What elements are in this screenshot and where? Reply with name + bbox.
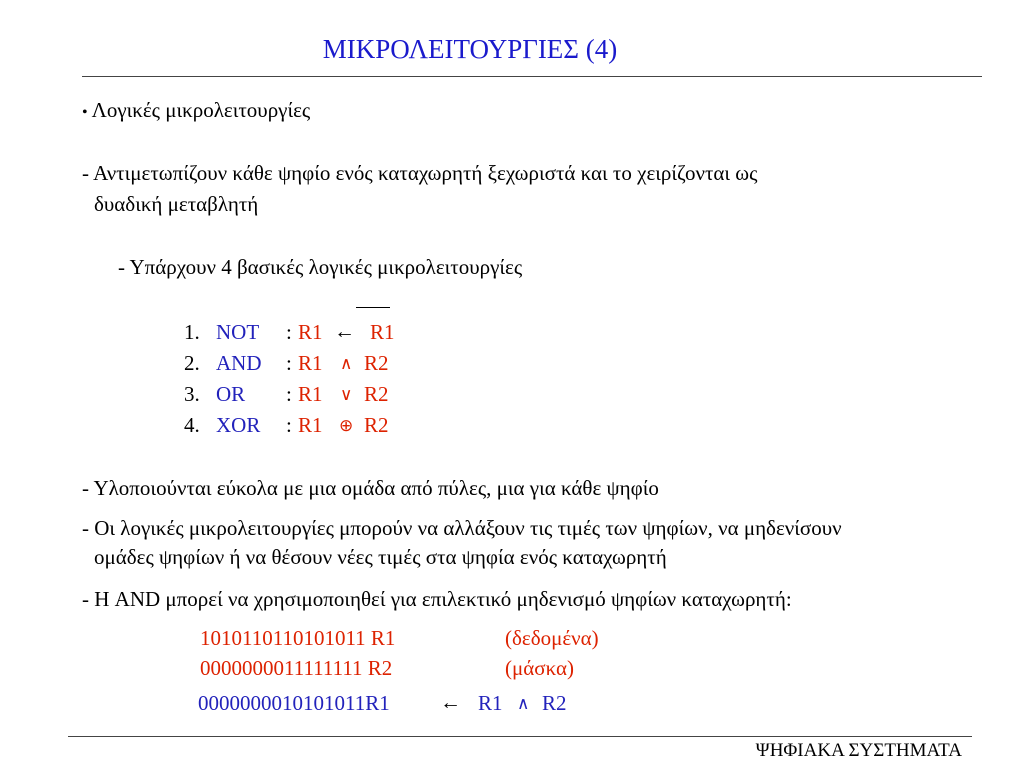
paragraph-4-line-2: ομάδες ψηφίων ή να θέσουν νέες τιμές στα ψηφία ενός καταχωρητή <box>94 545 667 569</box>
op-name: AND <box>216 351 262 375</box>
op-rhs: R2 <box>364 351 389 375</box>
page-title: ΜΙΚΡΟΛΕΙΤΟΥΡΓΙΕΣ (4) <box>322 34 618 64</box>
logical-and-icon: ∧ <box>517 694 530 714</box>
op-lhs: R1 <box>298 413 323 437</box>
mask-register-value: 0000000011111111 R2 <box>200 656 393 680</box>
op-rhs: R2 <box>364 382 389 406</box>
op-name: NOT <box>216 320 260 344</box>
bullet-dot: • <box>82 104 92 121</box>
footer-text: ΨΗΦΙΑΚΑ ΣΥΣΤΗΜΑΤΑ <box>755 740 962 761</box>
paragraph-1-line-1: - Αντιμετωπίζουν κάθε ψηφίο ενός καταχωρητή ξεχωριστά και το χειρίζονται ως <box>82 161 758 185</box>
data-register-value: 1010110110101011 R1 <box>200 626 396 650</box>
bullet-text: Λογικές μικρολειτουργίες <box>91 98 311 122</box>
op-lhs: R1 <box>298 320 323 344</box>
op-number: 3. <box>184 382 200 406</box>
logical-and-icon: ∧ <box>340 354 353 374</box>
op-number: 4. <box>184 413 200 437</box>
not-overline <box>356 307 390 308</box>
paragraph-3: - Υλοποιούνται εύκολα με μια ομάδα από πύλες, μια για κάθε ψηφίο <box>82 476 659 500</box>
paragraph-1-line-2: δυαδική μεταβλητή <box>94 192 259 216</box>
op-rhs: R1 <box>370 320 395 344</box>
logical-xor-icon: ⊕ <box>339 416 354 436</box>
op-name: XOR <box>216 413 261 437</box>
bullet-heading <box>82 98 310 123</box>
left-arrow-icon: ← <box>440 690 461 714</box>
result-lhs: R1 <box>478 691 503 715</box>
left-arrow-icon: ← <box>334 319 355 343</box>
op-number: 2. <box>184 351 200 375</box>
footer-divider <box>68 736 972 737</box>
op-colon: : <box>286 351 292 375</box>
mask-note: (μάσκα) <box>505 656 574 680</box>
op-lhs: R1 <box>298 382 323 406</box>
op-name: OR <box>216 382 246 406</box>
paragraph-5: - Η AND μπορεί να χρησιμοποιηθεί για επιλεκτικό μηδενισμό ψηφίων καταχωρητή: <box>82 587 792 611</box>
op-rhs: R2 <box>364 413 389 437</box>
paragraph-4-line-1: - Οι λογικές μικρολειτουργίες μπορούν να αλλάξουν τις τιμές των ψηφίων, να μηδενίσουν <box>82 516 842 540</box>
result-rhs: R2 <box>542 691 567 715</box>
op-colon: : <box>286 413 292 437</box>
op-colon: : <box>286 320 292 344</box>
paragraph-2: - Υπάρχουν 4 βασικές λογικές μικρολειτουργίες <box>118 255 523 279</box>
title-divider <box>82 76 982 77</box>
data-note: (δεδομένα) <box>505 626 599 650</box>
op-colon: : <box>286 382 292 406</box>
op-number: 1. <box>184 320 200 344</box>
result-register-value: 0000000010101011R1 <box>198 691 390 715</box>
op-lhs: R1 <box>298 351 323 375</box>
logical-or-icon: ∨ <box>340 385 353 405</box>
